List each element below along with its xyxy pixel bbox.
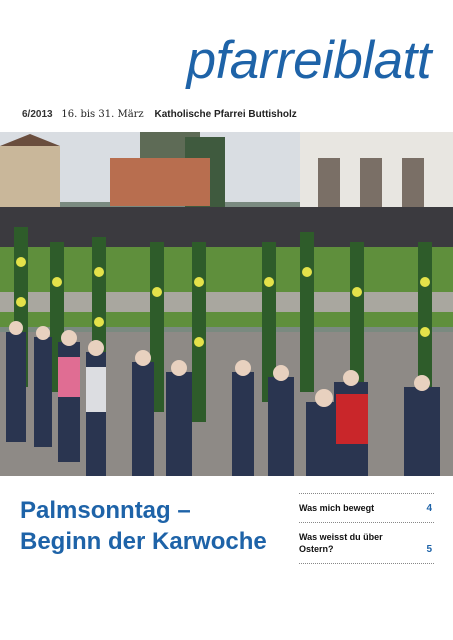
toc-item-page: 4	[426, 503, 432, 514]
toc-item[interactable]	[299, 522, 434, 564]
issue-number: 6/2013	[22, 109, 53, 120]
issue-dates: 16. bis 31. März	[61, 109, 144, 120]
parish-name: Katholische Pfarrei Buttisholz	[154, 109, 297, 120]
toc-item-page: 5	[426, 544, 432, 555]
headline-line-1: Palmsonntag –	[20, 497, 191, 524]
cover-headline	[20, 495, 267, 557]
masthead-title: pfarreiblatt	[186, 31, 431, 90]
table-of-contents	[299, 493, 434, 564]
headline-line-2: Beginn der Karwoche	[20, 528, 267, 555]
issue-line	[22, 109, 297, 120]
cover-photo	[0, 132, 453, 476]
cover-photo-illustration	[0, 132, 453, 476]
toc-item[interactable]	[299, 493, 434, 522]
toc-item-title: Was mich bewegt	[299, 503, 375, 513]
toc-item-title: Was weisst du über Ostern?	[299, 532, 383, 554]
